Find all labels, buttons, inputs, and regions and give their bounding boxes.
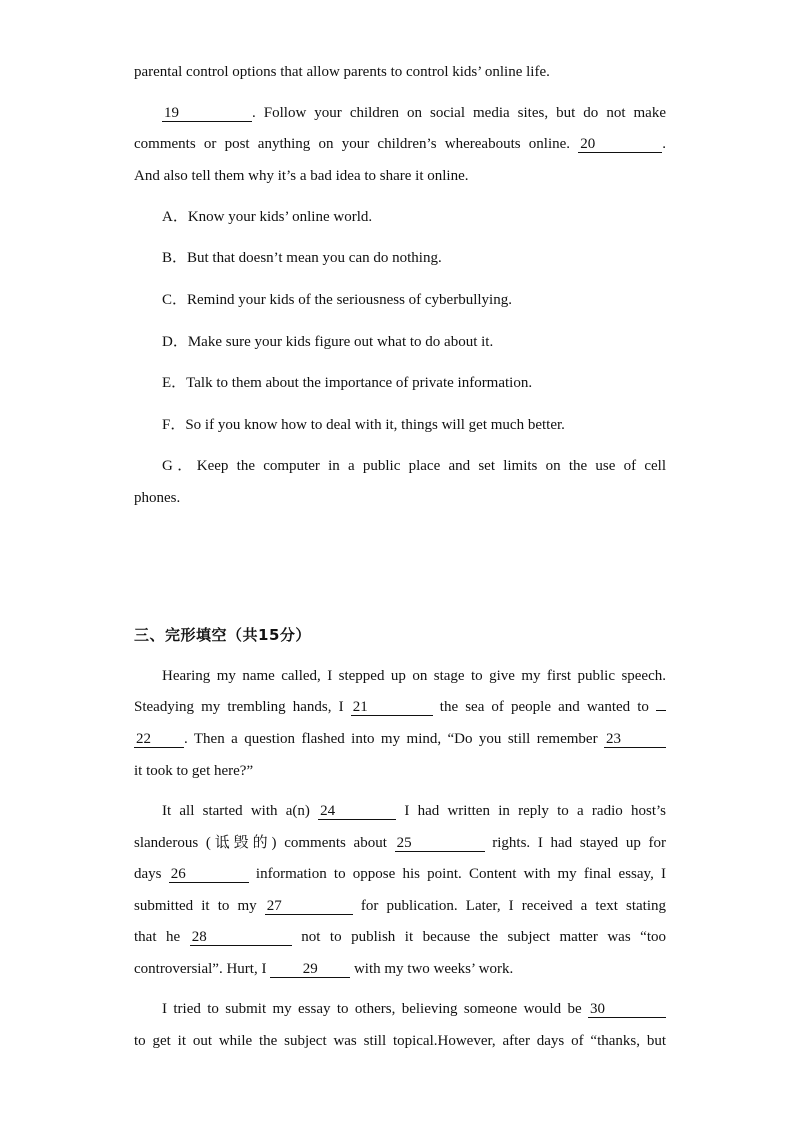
- text: phones.: [134, 490, 181, 506]
- text: for publication. Later, I received a text stating: [360, 898, 667, 914]
- option-a: A．Know your kids’ online world.: [162, 209, 373, 225]
- text: that he: [134, 929, 181, 945]
- text: rights. I had stayed up for: [492, 835, 667, 851]
- passage-line: [134, 833, 666, 853]
- blank-21[interactable]: 21: [351, 699, 433, 716]
- section-heading: 三、完形填空（共15分）: [134, 626, 311, 644]
- passage-line: [134, 729, 666, 749]
- text: It all started with a(n): [162, 803, 310, 819]
- text: to get it out while the subject was still topical.However, after days of “thanks, but: [134, 1033, 666, 1049]
- blank-24[interactable]: 24: [318, 803, 396, 820]
- text: I tried to submit my essay to others, believing someone would be: [162, 1001, 582, 1017]
- option-f: F．So if you know how to deal with it, things will get much better.: [162, 417, 565, 433]
- passage-line: [162, 999, 666, 1019]
- option-g-cont: [134, 488, 666, 508]
- blank-30[interactable]: 30: [588, 1001, 666, 1018]
- text: . Follow your children on social media sites, but do not make: [252, 105, 666, 121]
- passage-line: [134, 761, 666, 781]
- text: slanderous (诋毁的) comments about: [134, 835, 387, 851]
- passage-line: [162, 103, 666, 123]
- passage-line: [134, 1031, 666, 1051]
- blank-29[interactable]: 29: [270, 961, 350, 978]
- passage-line: [134, 896, 666, 916]
- passage-line: [134, 134, 666, 154]
- text: not to publish it because the subject matter was “too: [301, 929, 667, 945]
- text: the sea of people and wanted to: [439, 699, 649, 715]
- blank-22-start: [656, 710, 666, 711]
- text: And also tell them why it’s a bad idea to share it online.: [134, 168, 469, 184]
- text: information to oppose his point. Content with my final essay, I: [255, 866, 667, 882]
- passage-line: [134, 62, 666, 82]
- option-c: C．Remind your kids of the seriousness of cyberbullying.: [162, 292, 512, 308]
- option-b: B．But that doesn’t mean you can do nothing.: [162, 250, 442, 266]
- text: G．Keep the computer in a public place and set limits on the use of cell: [162, 458, 666, 474]
- passage-line: [162, 801, 666, 821]
- text: with my two weeks’ work.: [353, 961, 514, 977]
- text: Steadying my trembling hands, I: [134, 699, 344, 715]
- text: parental control options that allow parents to control kids’ online life.: [134, 64, 550, 80]
- blank-22[interactable]: 22: [134, 731, 184, 748]
- passage-line: [134, 697, 666, 717]
- blank-26[interactable]: 26: [169, 866, 249, 883]
- passage-line: [134, 927, 666, 947]
- blank-20[interactable]: 20: [578, 136, 662, 153]
- option-d: D．Make sure your kids figure out what to do about it.: [162, 334, 494, 350]
- text: .: [662, 136, 667, 152]
- text: it took to get here?”: [134, 763, 254, 779]
- option-e: E．Talk to them about the importance of private information.: [162, 375, 533, 391]
- blank-27[interactable]: 27: [265, 898, 353, 915]
- text: submitted it to my: [134, 898, 257, 914]
- text: controversial”. Hurt, I: [134, 961, 267, 977]
- text: I had written in reply to a radio host’s: [404, 803, 666, 819]
- text: comments or post anything on your children’s whereabouts online.: [134, 136, 571, 152]
- blank-28[interactable]: 28: [190, 929, 292, 946]
- text: . Then a question flashed into my mind, “Do you still remember: [184, 731, 598, 747]
- passage-line: [162, 666, 666, 686]
- text: Hearing my name called, I stepped up on stage to give my first public speech.: [162, 668, 666, 684]
- passage-line: [134, 864, 666, 884]
- blank-19[interactable]: 19: [162, 105, 252, 122]
- text: days: [134, 866, 162, 882]
- passage-line: [134, 166, 666, 186]
- option-g: [162, 456, 666, 476]
- blank-25[interactable]: 25: [395, 835, 485, 852]
- passage-line: [134, 959, 666, 979]
- blank-23[interactable]: 23: [604, 731, 666, 748]
